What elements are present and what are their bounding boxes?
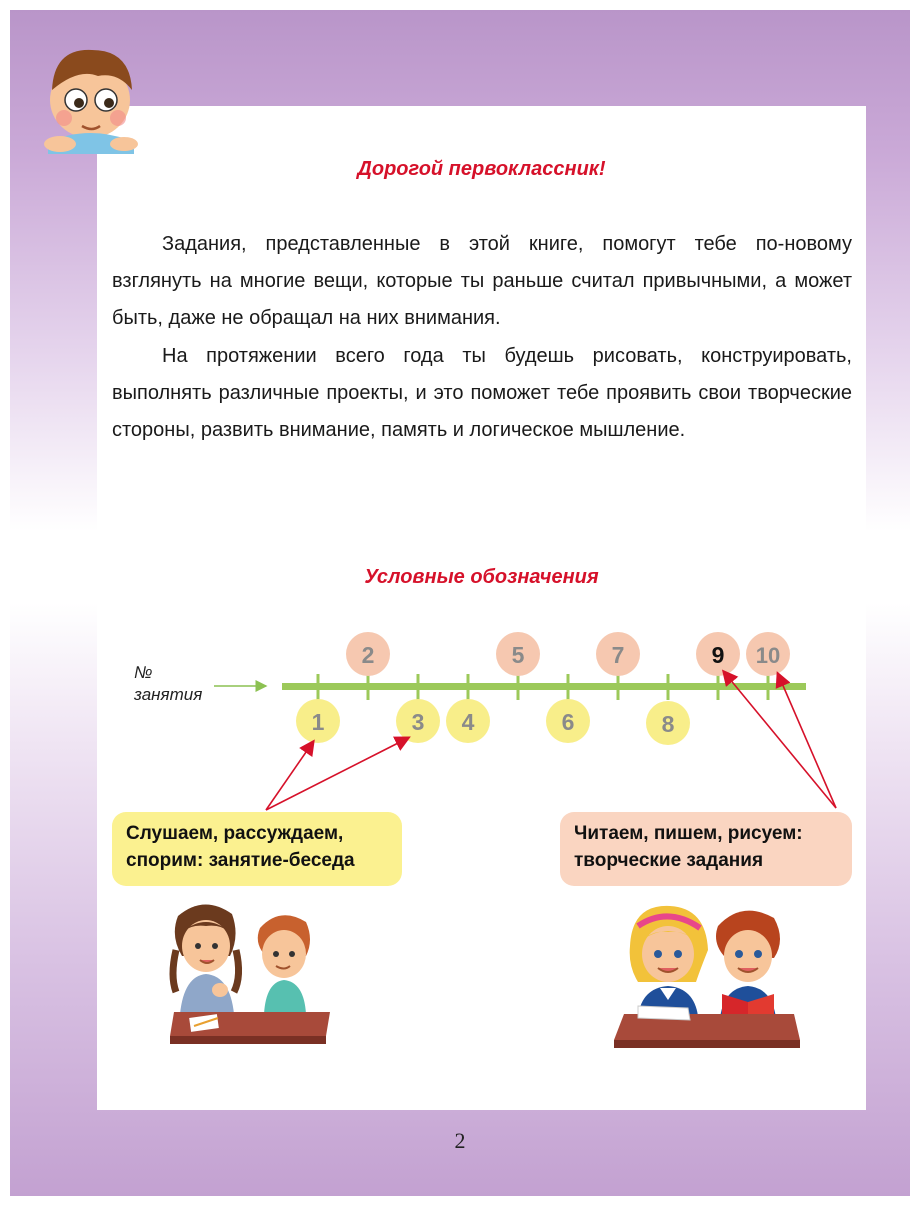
svg-text:3: 3	[411, 709, 425, 735]
lesson-marker-3	[396, 699, 440, 743]
callout-discussion-line-2: спорим: занятие-беседа	[126, 850, 355, 871]
lesson-number-sign: №	[134, 663, 153, 682]
page-number: 2	[454, 1128, 466, 1153]
svg-text:8: 8	[661, 711, 675, 737]
svg-text:4: 4	[461, 709, 475, 735]
page-title: Дорогой первоклассник!	[357, 158, 606, 180]
arrow-to-lesson-10	[778, 674, 836, 808]
svg-text:2: 2	[361, 642, 375, 668]
intro-paragraph-1: Задания, представленные в этой книге, помогут тебе по-новому взглянуть на многие вещи, которые ты раньше считал привычными, а может быть, даже не обращал на них внимания.	[112, 233, 852, 329]
svg-text:10: 10	[755, 643, 781, 668]
kids-reading-writing-illustration	[608, 896, 804, 1052]
lesson-marker-2	[346, 632, 390, 676]
lesson-label-word: занятия	[134, 685, 203, 704]
callout-discussion-line-1: Слушаем, рассуждаем,	[126, 823, 344, 844]
kids-discussing-illustration	[160, 896, 340, 1052]
arrow-to-lesson-1	[266, 742, 313, 810]
callout-creative-line-2: творческие задания	[574, 850, 764, 871]
lesson-marker-6	[546, 699, 590, 743]
lesson-marker-5	[496, 632, 540, 676]
svg-text:9: 9	[711, 642, 725, 668]
svg-text:1: 1	[311, 709, 325, 735]
svg-text:7: 7	[611, 642, 625, 668]
lesson-marker-8	[646, 701, 690, 745]
arrow-to-lesson-9	[724, 672, 836, 808]
arrow-to-lesson-3	[266, 738, 408, 810]
intro-paragraph-2: На протяжении всего года ты будешь рисовать, конструировать, выполнять различные проекты, и это поможет тебе проявить свои творческие стороны, развить внимание, память и логическое мышление.	[112, 345, 852, 441]
callout-discussion-lessons	[112, 812, 402, 886]
svg-text:5: 5	[511, 642, 525, 668]
callout-creative-lessons	[560, 812, 852, 886]
lesson-marker-9	[696, 632, 740, 676]
lesson-marker-10	[746, 632, 790, 676]
callout-creative-line-1: Читаем, пишем, рисуем:	[574, 823, 803, 844]
lesson-marker-4	[446, 699, 490, 743]
svg-text:6: 6	[561, 709, 575, 735]
lesson-marker-1	[296, 699, 340, 743]
callout-arrows	[266, 672, 836, 810]
legend-title: Условные обозначения	[364, 566, 599, 588]
lesson-marker-7	[596, 632, 640, 676]
timeline-bar	[282, 683, 806, 690]
